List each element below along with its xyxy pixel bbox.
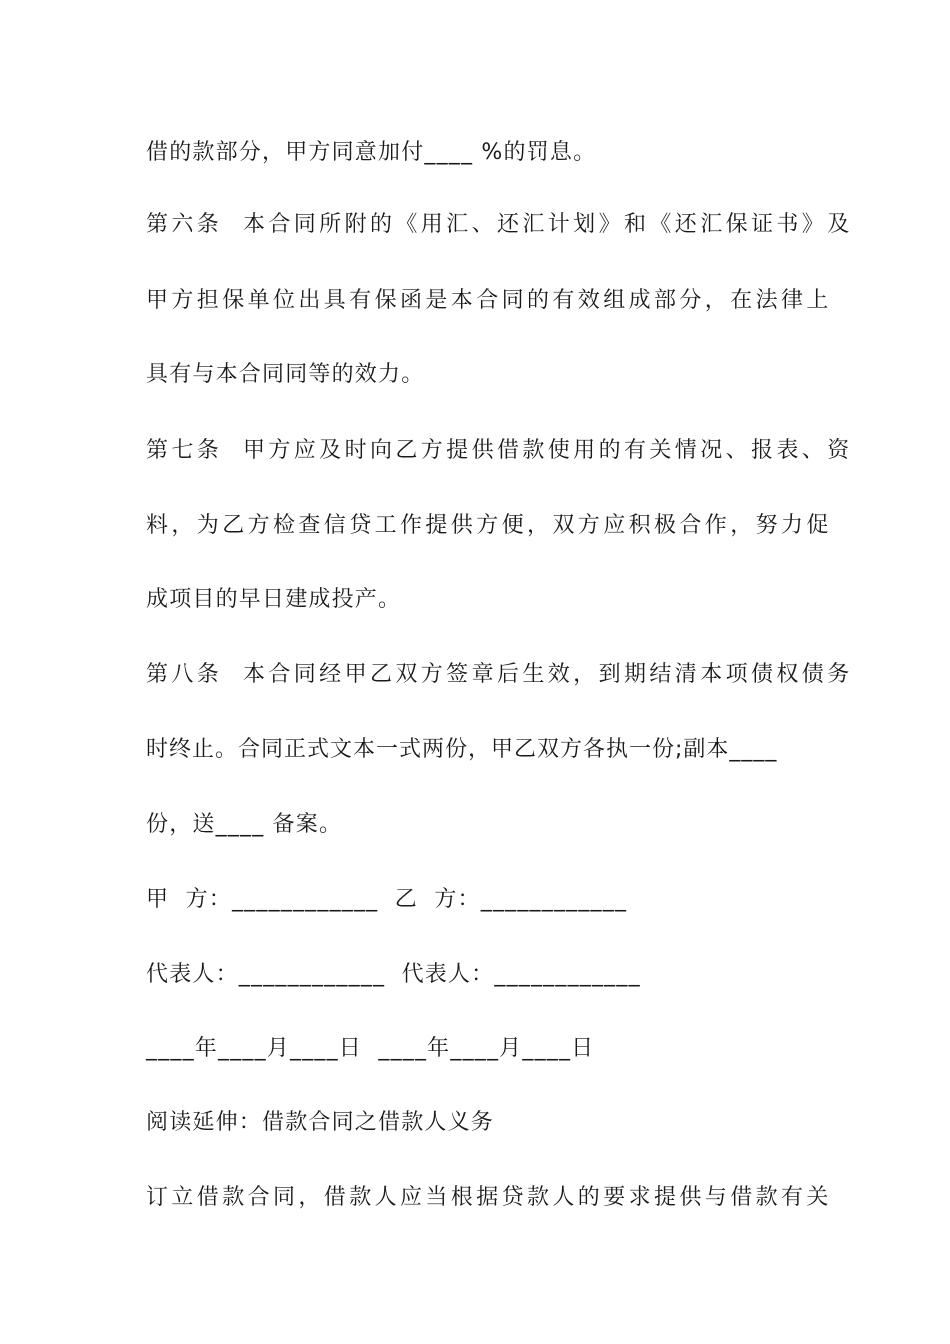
text-line: 料，为乙方检查信贷工作提供方便，双方应积极合作，努力促 [146,513,832,538]
text-line: 时终止。合同正式文本一式两份，甲乙双方各执一份;副本____ [146,737,778,762]
text-line: 成项目的早日建成投产。 [146,587,402,612]
article-six-heading-line: 第六条 本合同所附的《用汇、还汇计划》和《还汇保证书》及 [146,212,853,237]
date-line: ____年____月____日 ____年____月____日 [146,1036,595,1061]
text-line: 具有与本合同同等的效力。 [146,362,425,387]
text-line: 订立借款合同，借款人应当根据贷款人的要求提供与借款有关 [146,1185,832,1210]
text-line: 借的款部分，甲方同意加付____ %的罚息。 [146,140,597,165]
text-line: 甲方担保单位出具有保函是本合同的有效组成部分，在法律上 [146,288,832,313]
extended-reading-heading: 阅读延伸：借款合同之借款人义务 [146,1110,495,1135]
party-signature-line: 甲 方：____________ 乙 方：____________ [146,887,628,912]
article-seven-heading-line: 第七条 甲方应及时向乙方提供借款使用的有关情况、报表、资 [146,438,853,463]
representative-signature-line: 代表人：____________ 代表人：____________ [146,962,641,987]
text-line: 份，送____ 备案。 [146,812,343,837]
article-eight-heading-line: 第八条 本合同经甲乙双方签章后生效，到期结清本项债权债务 [146,662,853,687]
